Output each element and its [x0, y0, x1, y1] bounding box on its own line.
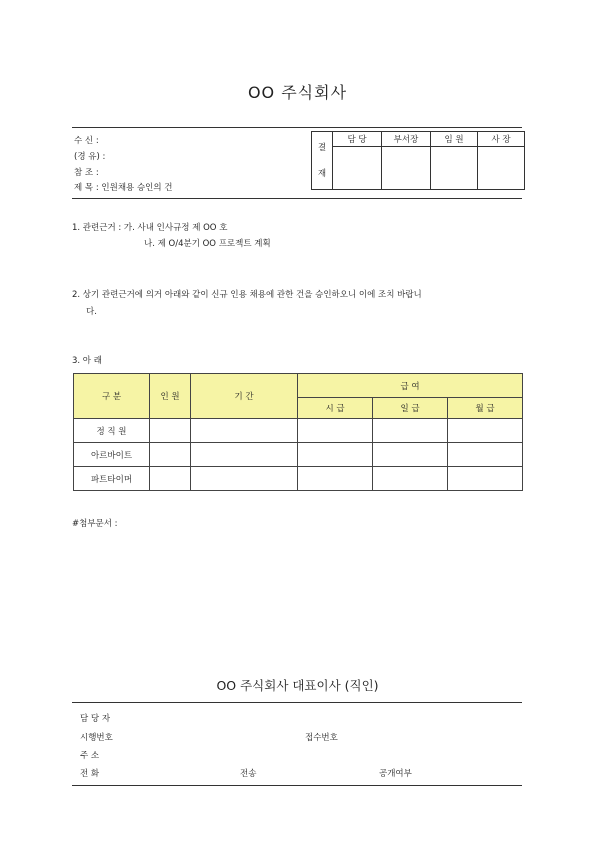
table-row — [74, 419, 523, 443]
approval-col-president: 사 장 — [478, 132, 525, 147]
subject-value: 인원채용 승인의 건 — [101, 183, 173, 193]
fax-label: 전송 — [240, 769, 257, 779]
pay-cell[interactable] — [191, 419, 298, 443]
section2-line1: 2. 상기 관련근거에 의거 아래와 같이 신규 인용 채용에 관한 건을 승인하오니 이에 조치 바랍니 — [72, 290, 422, 300]
approval-sign-cell[interactable] — [431, 147, 478, 190]
reference-row — [74, 166, 99, 178]
reference-label: 참 조 : — [74, 168, 99, 178]
section3-label: 3. 아 래 — [72, 356, 102, 366]
table-row — [74, 467, 523, 491]
issuer-title: OO 주식회사 대표이사 (직인) — [216, 678, 379, 693]
top-divider — [72, 127, 522, 128]
pay-cell[interactable] — [150, 419, 191, 443]
approval-table — [311, 131, 525, 190]
subject-row — [74, 181, 173, 193]
disclosure-label: 공개여부 — [379, 769, 412, 779]
pay-cell[interactable] — [298, 419, 373, 443]
pay-cell[interactable] — [298, 467, 373, 491]
pay-cell[interactable] — [373, 419, 448, 443]
pay-cell[interactable] — [448, 443, 523, 467]
section2-line2: 다. — [86, 307, 97, 317]
pay-cell[interactable] — [298, 443, 373, 467]
pay-sub-hourly: 시 급 — [298, 398, 373, 419]
pay-col-salary: 급 여 — [298, 374, 523, 398]
pay-cell[interactable] — [373, 467, 448, 491]
phone-label: 전 화 — [80, 769, 100, 779]
approval-side-label: 결 재 — [312, 132, 333, 190]
section1-basis-b: 나. 제 O/4분기 OO 프로젝트 계획 — [144, 239, 271, 249]
pay-row-label: 파트타이머 — [74, 467, 150, 491]
approval-col-staff: 담 당 — [333, 132, 382, 147]
doc-number-label: 시행번호 — [80, 733, 113, 743]
table-row — [74, 443, 523, 467]
approval-sign-cell[interactable] — [478, 147, 525, 190]
pay-sub-monthly: 월 급 — [448, 398, 523, 419]
recipient-row — [74, 134, 99, 146]
document-title: OO 주식회사 — [247, 83, 348, 102]
via-row — [74, 150, 105, 162]
pay-col-period: 기 간 — [191, 374, 298, 419]
pay-cell[interactable] — [150, 467, 191, 491]
pay-cell[interactable] — [191, 467, 298, 491]
bottom-divider — [72, 785, 522, 786]
header-divider — [72, 198, 522, 199]
approval-sign-cell[interactable] — [382, 147, 431, 190]
pay-cell[interactable] — [191, 443, 298, 467]
pay-cell[interactable] — [373, 443, 448, 467]
subject-label: 제 목 : — [74, 183, 99, 193]
pay-sub-daily: 일 급 — [373, 398, 448, 419]
footer-divider — [72, 702, 522, 703]
recipient-label: 수 신 : — [74, 136, 99, 146]
approval-sign-cell[interactable] — [333, 147, 382, 190]
pay-col-count: 인 원 — [150, 374, 191, 419]
receipt-number-label: 접수번호 — [305, 733, 338, 743]
pay-cell[interactable] — [150, 443, 191, 467]
section1-basis-a: 1. 관련근거 : 가. 사내 인사규정 제 OO 호 — [72, 223, 228, 233]
approval-col-executive: 임 원 — [431, 132, 478, 147]
pay-row-label: 정 직 원 — [74, 419, 150, 443]
person-in-charge-label: 담 당 자 — [80, 714, 111, 724]
approval-col-dept-head: 부서장 — [382, 132, 431, 147]
pay-col-category: 구 분 — [74, 374, 150, 419]
attachments-label: #첨부문서 : — [72, 519, 118, 529]
pay-cell[interactable] — [448, 467, 523, 491]
pay-row-label: 아르바이트 — [74, 443, 150, 467]
address-label: 주 소 — [80, 751, 100, 761]
pay-cell[interactable] — [448, 419, 523, 443]
via-label: (경 유) : — [74, 152, 106, 162]
pay-table — [73, 373, 523, 491]
